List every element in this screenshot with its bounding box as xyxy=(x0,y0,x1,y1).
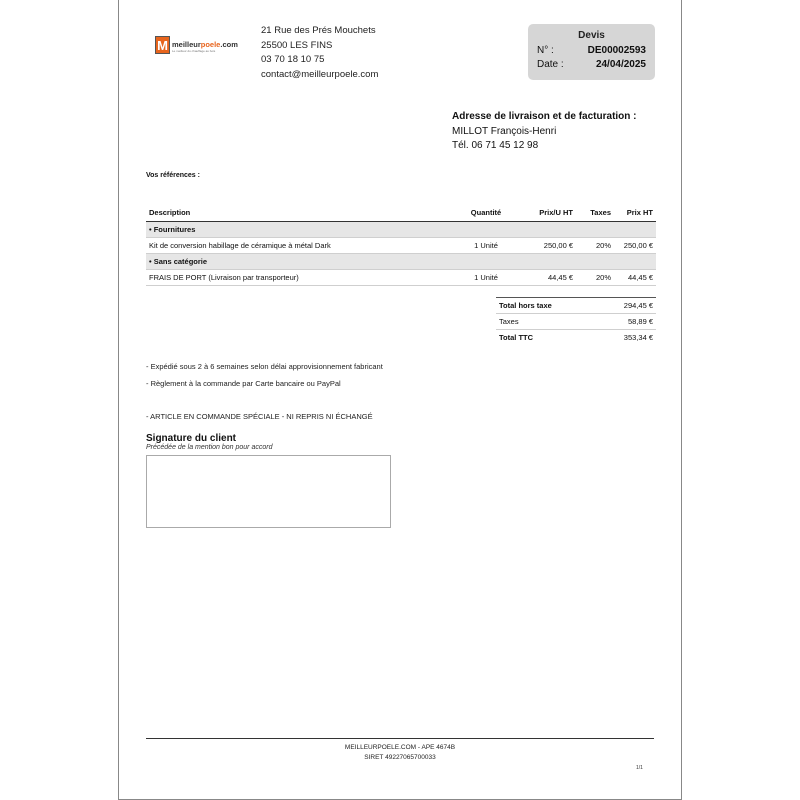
company-info xyxy=(261,24,378,82)
total-tax-value: 58,89 € xyxy=(596,314,656,330)
company-phone: 03 70 18 10 75 xyxy=(261,54,325,65)
footer xyxy=(146,743,654,763)
customer-phone: Tél. 06 71 45 12 98 xyxy=(452,140,539,151)
logo-text-main: meilleur xyxy=(172,40,201,50)
signature-title: Signature du client xyxy=(146,433,237,444)
quote-number: DE00002593 xyxy=(587,45,646,56)
quote-info-box xyxy=(528,24,655,80)
total-ttc-row xyxy=(496,330,656,346)
category-row xyxy=(146,253,656,269)
quote-date: 24/04/2025 xyxy=(595,59,646,70)
totals-table xyxy=(496,297,656,346)
total-tax-row xyxy=(496,314,656,330)
header-taxes: Taxes xyxy=(576,205,614,221)
items-table xyxy=(146,205,656,286)
company-logo xyxy=(155,34,245,56)
total-ht-row xyxy=(496,298,656,314)
signature-box[interactable] xyxy=(146,455,391,528)
item-quantity: 1 Unité xyxy=(446,237,526,253)
logo-mark-icon: M xyxy=(155,36,170,54)
item-taxes: 20% xyxy=(576,269,614,285)
signature-subtitle: Précédée de la mention bon pour accord xyxy=(146,444,273,451)
references-label: Vos références : xyxy=(146,172,200,179)
total-ttc-value: 353,34 € xyxy=(596,330,656,346)
item-quantity: 1 Unité xyxy=(446,269,526,285)
item-description: Kit de conversion habillage de céramique à métal Dark xyxy=(146,237,446,253)
quote-date-row xyxy=(537,58,646,72)
header-price: Prix HT xyxy=(614,205,656,221)
category-label: • Sans catégorie xyxy=(146,253,656,269)
item-description: FRAIS DE PORT (Livraison par transporteur) xyxy=(146,269,446,285)
header-description: Description xyxy=(146,205,446,221)
logo-text-accent: poele xyxy=(200,40,221,50)
table-row xyxy=(146,269,656,285)
quote-number-label: N° : xyxy=(537,45,554,56)
logo-text-tail: .com xyxy=(220,40,238,50)
note-payment: - Règlement à la commande par Carte bancaire ou PayPal xyxy=(146,379,341,388)
note-special-order: - ARTICLE EN COMMANDE SPÉCIALE - NI REPRIS NI ÉCHANGÉ xyxy=(146,412,373,421)
category-label: • Fournitures xyxy=(146,221,656,237)
total-ttc-label: Total TTC xyxy=(496,330,596,346)
company-email[interactable]: contact@meilleurpoele.com xyxy=(261,68,379,80)
item-price: 250,00 € xyxy=(614,237,656,253)
table-header-row xyxy=(146,205,656,221)
quote-title: Devis xyxy=(578,30,605,41)
page-number: 1/1 xyxy=(636,765,643,771)
address-heading: Adresse de livraison et de facturation : xyxy=(452,111,637,122)
logo-tagline: Le meilleur du chauffage au bois xyxy=(172,49,216,53)
table-row xyxy=(146,237,656,253)
item-unit-price: 44,45 € xyxy=(526,269,576,285)
footer-company: MEILLEURPOELE.COM - APE 4674B xyxy=(344,744,456,751)
header-quantity: Quantité xyxy=(446,205,526,221)
header-unit-price: Prix/U HT xyxy=(526,205,576,221)
footer-siret: SIRET 49227065700033 xyxy=(364,754,436,761)
footer-divider xyxy=(146,738,654,739)
category-row xyxy=(146,221,656,237)
delivery-address xyxy=(452,110,637,154)
company-address-line2: 25500 LES FINS xyxy=(261,39,333,51)
quote-number-row xyxy=(537,44,646,58)
company-address-line1: 21 Rue des Prés Mouchets xyxy=(261,25,376,36)
item-price: 44,45 € xyxy=(614,269,656,285)
quote-date-label: Date : xyxy=(537,59,564,70)
note-shipping: - Expédié sous 2 à 6 semaines selon délai approvisionnement fabricant xyxy=(146,362,383,371)
total-ht-label: Total hors taxe xyxy=(496,298,596,314)
item-unit-price: 250,00 € xyxy=(526,237,576,253)
item-taxes: 20% xyxy=(576,237,614,253)
logo-wordmark xyxy=(172,41,238,49)
total-tax-label: Taxes xyxy=(496,314,596,330)
total-ht-value: 294,45 € xyxy=(596,298,656,314)
customer-name: MILLOT François-Henri xyxy=(452,125,557,137)
